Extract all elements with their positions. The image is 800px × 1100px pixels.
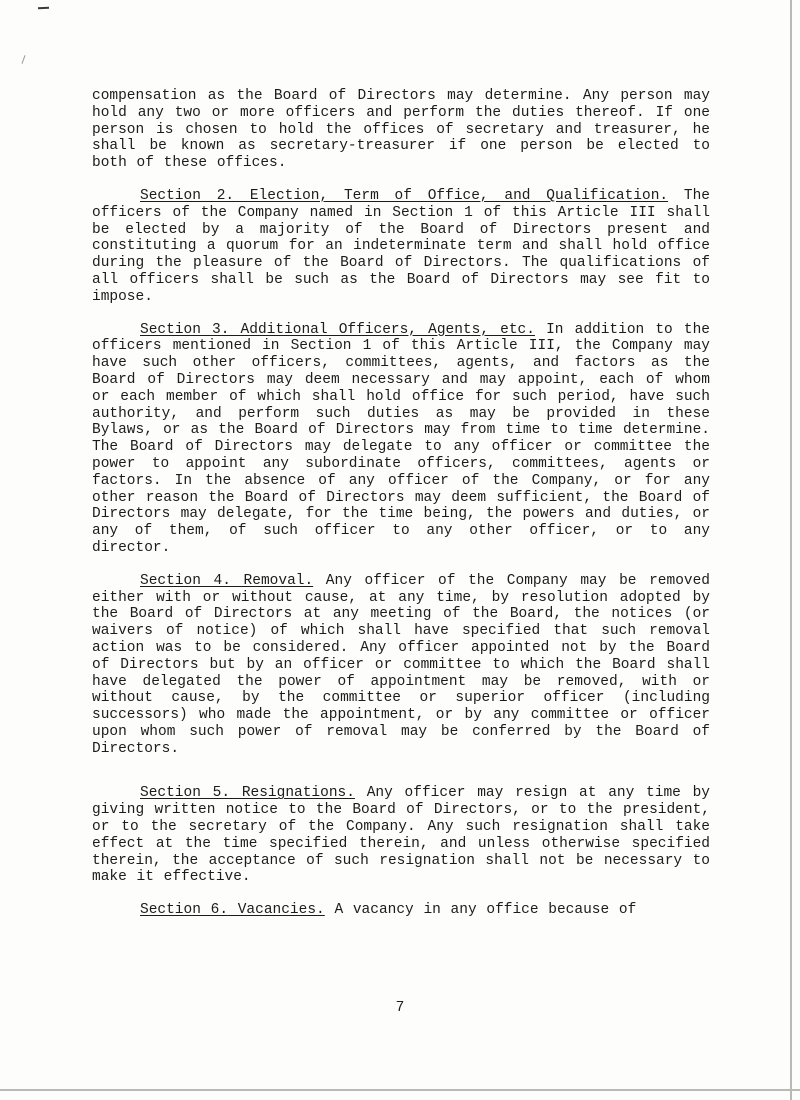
- paragraph-section-3: [92, 322, 710, 557]
- paragraph-continuation: [92, 88, 710, 172]
- section-heading: Section 4. Removal.: [140, 572, 314, 589]
- paragraph-section-2: [92, 188, 710, 306]
- paragraph-text: The officers of the Company named in Section 1 of this Article III shall be elected by a majority of the Board of Directors present and constituting a quorum for an indeterminate term and shall hold office during the pleasure of the Board of Directors. The qualifications of all officers shall be such as the Board of Directors may see fit to impose.: [92, 187, 711, 305]
- paragraph-section-4: [92, 573, 710, 758]
- page-number: 7: [395, 1000, 405, 1016]
- paragraph-section-6: [92, 902, 710, 919]
- paragraph-text: Any officer may resign at any time by giving written notice to the Board of Directors, or to the president, or to the secretary of the Company. Any such resignation shall take effect at the time specified therein, and unless otherwise specified therein, the acceptance of such resignation shall not be necessary to make it effective.: [92, 785, 711, 886]
- scan-edge-right: [790, 0, 792, 1100]
- paragraph-text: Any officer of the Company may be removed either with or without cause, at any time, by resolution adopted by the Board of Directors at any meeting of the Board, the notices (or waivers of notice) of which shall have specified that such removal action was to be considered. Any officer appointed not by the Board of Directors but by an officer or committee to which the Board shall have delegated the power of appointment may be removed, with or without cause, by the committee or superior officer (including successors) who made the appointment, or by any committee or officer upon whom such power of removal may be conferred by the Board of Directors.: [92, 572, 710, 757]
- scan-artifact-top-mark: [38, 7, 49, 10]
- paragraph-section-5: [92, 785, 710, 886]
- paragraph-text: A vacancy in any office because of: [334, 902, 637, 919]
- document-body: [92, 88, 710, 935]
- paragraph-text: In addition to the officers mentioned in Section 1 of this Article III, the Company may have such other officers, committees, agents, and factors as the Board of Directors may deem necessary and may appoint, each of whom or each member of which shall hold office for such period, have such authority, and perform such duties as may be provided in these Bylaws, or as the Board of Directors may from time to time determine. The Board of Directors may delegate to any officer or committee the power to appoint any subordinate officers, committees, agents or factors. In the absence of any officer of the Company, or for any other reason the Board of Directors may deem sufficient, the Board of Directors may delegate, for the time being, the powers and duties, or any of them, of such officer to any other officer, or to any director.: [92, 321, 710, 556]
- section-heading: Section 6. Vacancies.: [140, 902, 325, 919]
- section-heading: Section 5. Resignations.: [140, 785, 355, 802]
- scan-artifact-left-mark: [21, 55, 25, 64]
- section-heading: Section 3. Additional Officers, Agents, etc.: [140, 321, 535, 338]
- section-heading: Section 2. Election, Term of Office, and Qualification.: [140, 187, 669, 204]
- paragraph-text: compensation as the Board of Directors may determine. Any person may hold any two or more officers and perform the duties thereof. If one person is chosen to hold the offices of secretary and treasurer, he shall be known as secretary-treasurer if one person be elected to both of these offices.: [92, 88, 710, 172]
- scan-edge-bottom: [0, 1089, 800, 1091]
